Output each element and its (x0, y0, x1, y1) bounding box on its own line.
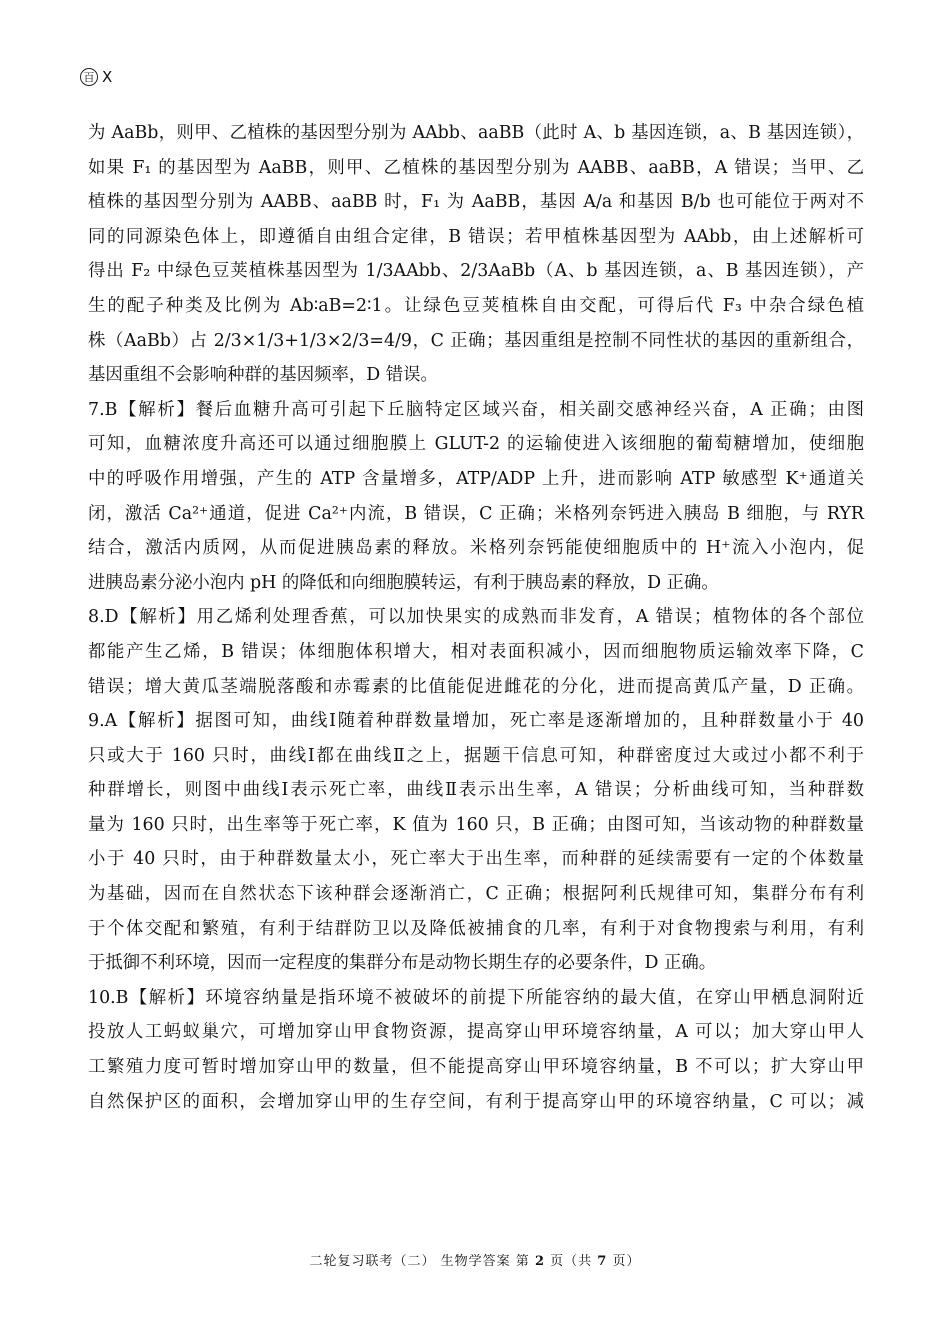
text-line: 小于 40 只时，由于种群数量太小，死亡率大于出生率，而种群的延续需要有一定的个体数量 (88, 849, 864, 870)
text-line: 8.D【解析】用乙烯利处理香蕉，可以加快果实的成熟而非发育，A 错误；植物体的各个部位 (88, 607, 864, 628)
text-line: 投放人工蚂蚁巢穴，可增加穿山甲食物资源，提高穿山甲环境容纳量，A 可以；加大穿山甲人 (88, 1022, 864, 1043)
text-line: 错误；增大黄瓜茎端脱落酸和赤霉素的比值能促进雌花的分化，进而提高黄瓜产量，D 正确。 (88, 676, 864, 697)
text-line: 株（AaBb）占 2/3×1/3+1/3×2/3=4/9，C 正确；基因重组是控制不同性状的基因的重新组合， (88, 330, 864, 351)
footer-page-number: 2 (534, 1254, 545, 1269)
text-line: 闭，激活 Ca²⁺通道，促进 Ca²⁺内流，B 错误，C 正确；米格列奈钙进入胰岛 B 细胞，与 RYR (88, 503, 864, 524)
text-line: 只或大于 160 只时，曲线Ⅰ都在曲线Ⅱ之上，据题干信息可知，种群密度过大或过小都不利于 (88, 745, 864, 766)
text-line: 都能产生乙烯，B 错误；体细胞体积增大，相对表面积减小，因而细胞物质运输效率下降，C (88, 641, 864, 662)
text-line: 植株的基因型分别为 AABB、aaBB 时，F₁ 为 AaBB，基因 A/a 和基因 B/b 也可能位于两对不 (88, 192, 864, 213)
text-line: 量为 160 只时，出生率等于死亡率，K 值为 160 只，B 正确；由图可知，当该动物的种群数量 (88, 814, 864, 835)
text-line: 基因重组不会影响种群的基因频率，D 错误。 (88, 365, 438, 386)
text-line: 进胰岛素分泌小泡内 pH 的降低和向细胞膜转运，有利于胰岛素的释放，D 正确。 (88, 572, 719, 593)
text-line: 7.B【解析】餐后血糖升高可引起下丘脑特定区域兴奋，相关副交感神经兴奋，A 正确；由图 (88, 399, 864, 420)
footer-prefix: 二轮复习联考（二） 生物学答案 第 (309, 1254, 535, 1269)
text-line: 生的配子种类及比例为 Ab∶aB=2∶1。让绿色豆荚植株自由交配，可得后代 F₃ 中杂合绿色植 (88, 295, 864, 316)
text-line: 10.B【解析】环境容纳量是指环境不被破坏的前提下所能容纳的最大值，在穿山甲栖息洞附近 (88, 987, 864, 1008)
footer-total-pages: 7 (597, 1254, 608, 1269)
text-line: 9.A【解析】据图可知，曲线Ⅰ随着种群数量增加，死亡率是逐渐增加的，且种群数量小于 40 (88, 711, 864, 732)
text-line: 可知，血糖浓度升高还可以通过细胞膜上 GLUT-2 的运输使进入该细胞的葡萄糖增加，使细胞 (88, 434, 864, 455)
text-line: 同的同源染色体上，即遵循自由组合定律，B 错误；若甲植株基因型为 AAbb，由上述解析可 (88, 226, 864, 247)
text-line: 如果 F₁ 的基因型为 AaBB，则甲、乙植株的基因型分别为 AABB、aaBB，A 错误；当甲、乙 (88, 157, 864, 178)
text-line: 为基础，因而在自然状态下该种群会逐渐消亡，C 正确；根据阿利氏规律可知，集群分布有利 (88, 884, 864, 905)
text-line: 得出 F₂ 中绿色豆荚植株基因型为 1/3AAbb、2/3AaBb（A、b 基因连锁，a、B 基因连锁），产 (88, 261, 864, 282)
text-line: 种群增长，则图中曲线Ⅰ表示死亡率，曲线Ⅱ表示出生率，A 错误；分析曲线可知，当种群数 (88, 780, 864, 801)
answer-text-body (88, 116, 864, 1119)
page-footer (0, 1250, 950, 1269)
publisher-logo (80, 66, 112, 88)
text-line: 中的呼吸作用增强，产生的 ATP 含量增多，ATP/ADP 上升，进而影响 ATP 敏感型 K⁺通道关 (88, 468, 864, 489)
footer-middle: 页（共 (545, 1254, 598, 1269)
text-line: 为 AaBb，则甲、乙植株的基因型分别为 AAbb、aaBB（此时 A、b 基因连锁，a、B 基因连锁）， (88, 123, 864, 143)
text-line: 结合，激活内质网，从而促进胰岛素的释放。米格列奈钙能使细胞质中的 H⁺流入小泡内，促 (88, 538, 864, 559)
text-line: 工繁殖力度可暂时增加穿山甲的数量，但不能提高穿山甲环境容纳量，B 不可以；扩大穿山甲 (88, 1057, 864, 1078)
text-line: 于个体交配和繁殖，有利于结群防卫以及降低被捕食的几率，有利于对食物搜索与利用，有利 (88, 918, 864, 939)
footer-suffix: 页） (607, 1254, 641, 1269)
text-line: 自然保护区的面积，会增加穿山甲的生存空间，有利于提高穿山甲的环境容纳量，C 可以；减 (88, 1091, 864, 1112)
logo-circle-icon: 百 (80, 68, 98, 86)
logo-mark: X (102, 68, 113, 86)
text-line: 于抵御不利环境，因而一定程度的集群分布是动物长期生存的必要条件，D 正确。 (88, 953, 717, 974)
